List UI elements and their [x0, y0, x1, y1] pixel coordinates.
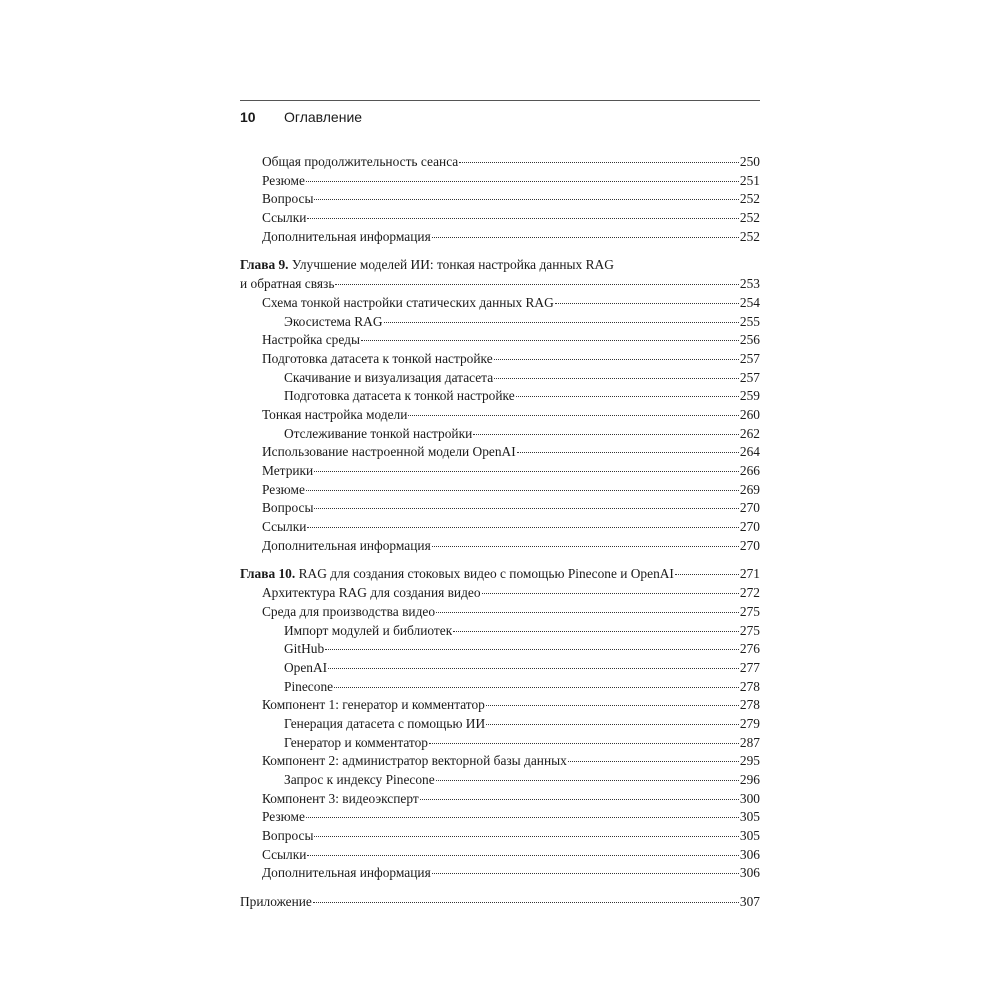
toc-entry-page: 296 — [739, 772, 760, 787]
toc-entry-title: Схема тонкой настройки статических данных RAG — [262, 294, 554, 310]
dot-leader — [328, 667, 739, 669]
toc-entry-page: 278 — [739, 697, 760, 713]
toc-entry-title: Ссылки — [262, 210, 307, 226]
toc-entry-page: 257 — [739, 369, 760, 385]
toc-entry-page: 270 — [739, 519, 760, 535]
toc-entry[interactable] — [240, 294, 760, 313]
toc-entry-title: Генератор и комментатор — [284, 734, 428, 750]
toc-entry-page: 306 — [739, 865, 760, 881]
dot-leader — [436, 779, 739, 781]
dot-leader — [335, 283, 738, 285]
toc-entry-title: OpenAI — [284, 659, 328, 675]
dot-leader — [432, 236, 739, 238]
toc-entry-page: 262 — [739, 425, 760, 441]
toc-entry-title: Резюме — [262, 481, 305, 497]
dot-leader — [453, 630, 739, 632]
toc-entry[interactable] — [240, 190, 760, 209]
toc-entry[interactable] — [240, 537, 760, 556]
toc-entry[interactable] — [240, 846, 760, 865]
toc-entry-page: 260 — [739, 406, 760, 422]
toc-entry[interactable] — [240, 696, 760, 715]
chapter-10-title: RAG для создания стоковых видео с помощью Pinecone и OpenAI — [298, 566, 674, 582]
dot-leader — [459, 161, 739, 163]
dot-leader — [568, 760, 739, 762]
dot-leader — [473, 433, 739, 435]
chapter-10-entries — [240, 584, 760, 883]
toc-entry[interactable] — [240, 406, 760, 425]
toc-entry[interactable] — [240, 481, 760, 500]
dot-leader — [555, 302, 739, 304]
toc-entry-page: 252 — [739, 210, 760, 226]
appendix — [240, 893, 760, 912]
dot-leader — [408, 414, 739, 416]
dot-leader — [384, 321, 739, 323]
dot-leader — [334, 686, 739, 688]
toc-entry-title: Генерация датасета с помощью ИИ — [284, 715, 486, 731]
toc-entry-title: Вопросы — [262, 500, 314, 516]
toc-entry[interactable] — [240, 827, 760, 846]
toc-entry-page: 259 — [739, 388, 760, 404]
chapter-9-title-line1[interactable] — [240, 256, 760, 275]
toc-entry-title: Скачивание и визуализация датасета — [284, 369, 494, 385]
toc-entry-page: 305 — [739, 828, 760, 844]
chapter-10 — [240, 565, 760, 883]
toc-entry[interactable] — [240, 350, 760, 369]
dot-leader — [314, 470, 739, 472]
toc-entry[interactable] — [240, 808, 760, 827]
toc-entry-title: Компонент 2: администратор векторной базы данных — [262, 753, 567, 769]
toc-entry[interactable] — [240, 172, 760, 191]
appendix-entry[interactable] — [240, 893, 760, 912]
dot-leader — [436, 611, 739, 613]
toc-entry[interactable] — [240, 499, 760, 518]
toc-entry[interactable] — [240, 387, 760, 406]
toc-entry-title: Резюме — [262, 809, 305, 825]
page-header — [240, 100, 760, 129]
toc-entry-title: Компонент 1: генератор и комментатор — [262, 697, 485, 713]
toc-entry-page: 254 — [739, 294, 760, 310]
toc-entry-page: 269 — [739, 481, 760, 497]
toc-entry-title: Среда для производства видео — [262, 603, 436, 619]
toc-entry-page: 257 — [739, 350, 760, 366]
dot-leader — [325, 648, 739, 650]
dot-leader — [494, 377, 739, 379]
toc-entry-page: 255 — [739, 313, 760, 329]
toc-entry[interactable] — [240, 369, 760, 388]
toc-entry-title: Вопросы — [262, 191, 314, 207]
toc-entry[interactable] — [240, 209, 760, 228]
dot-leader — [307, 217, 739, 219]
toc-entry-page: 251 — [739, 172, 760, 188]
dot-leader — [314, 198, 738, 200]
toc-entry[interactable] — [240, 228, 760, 247]
toc-entry[interactable] — [240, 771, 760, 790]
toc-entry-page: 275 — [739, 622, 760, 638]
dot-leader — [486, 723, 739, 725]
toc-entry-title: Отслеживание тонкой настройки — [284, 425, 473, 441]
running-title: Оглавление — [284, 109, 363, 125]
toc-entry[interactable] — [240, 518, 760, 537]
chapter-10-title-line[interactable] — [240, 565, 760, 584]
toc-entry[interactable] — [240, 790, 760, 809]
toc-entry[interactable] — [240, 313, 760, 332]
chapter-9-title-line2[interactable] — [240, 275, 760, 294]
toc-entry-title: Общая продолжительность сеанса — [262, 154, 459, 169]
toc-entry-page: 270 — [739, 500, 760, 516]
toc-entry[interactable] — [240, 622, 760, 641]
toc-entry-title: Подготовка датасета к тонкой настройке — [262, 350, 493, 366]
dot-leader — [432, 545, 739, 547]
dot-leader — [314, 835, 738, 837]
dot-leader — [306, 180, 739, 182]
toc-entry[interactable] — [240, 331, 760, 350]
toc-entry-page: 287 — [739, 734, 760, 750]
toc-entry-title: Вопросы — [262, 828, 314, 844]
toc-entry[interactable] — [240, 678, 760, 697]
toc-entry-title: Настройка среды — [262, 332, 360, 348]
dot-leader — [314, 507, 738, 509]
toc-entry-page: 295 — [739, 753, 760, 769]
dot-leader — [306, 816, 739, 818]
toc-entry[interactable] — [240, 425, 760, 444]
dot-leader — [482, 592, 739, 594]
toc-entry-title: Использование настроенной модели OpenAI — [262, 444, 516, 460]
dot-leader — [307, 526, 739, 528]
toc-entry-page: 275 — [739, 603, 760, 619]
toc-entry-title: Запрос к индексу Pinecone — [284, 772, 435, 787]
toc-entry[interactable] — [240, 603, 760, 622]
toc-entry-title: Pinecone — [284, 678, 334, 694]
toc-entry-page: 266 — [739, 463, 760, 478]
toc-entry-page: 278 — [739, 678, 760, 694]
dot-leader — [420, 798, 739, 800]
toc-entry-page: 277 — [739, 659, 760, 675]
toc-entry[interactable] — [240, 715, 760, 734]
toc-entry[interactable] — [240, 659, 760, 678]
chapter-9-title-cont: и обратная связь — [240, 276, 335, 292]
toc-entry-title: Экосистема RAG — [284, 313, 383, 329]
intro-section — [240, 153, 760, 246]
chapter-9-title: Улучшение моделей ИИ: тонкая настройка данных RAG — [291, 257, 614, 273]
toc-entry-title: Тонкая настройка модели — [262, 406, 408, 422]
dot-leader — [432, 872, 739, 874]
toc-entry-title: GitHub — [284, 641, 325, 657]
toc-entry-title: Ссылки — [262, 519, 307, 535]
toc-entry[interactable] — [240, 462, 760, 481]
page-number: 10 — [240, 109, 256, 125]
toc-entry-title: Импорт модулей и библиотек — [284, 622, 453, 638]
dot-leader — [486, 704, 739, 706]
table-of-contents — [240, 153, 760, 912]
toc-entry-title: Метрики — [262, 463, 314, 478]
dot-leader — [516, 395, 739, 397]
chapter-9 — [240, 256, 760, 555]
toc-entry[interactable] — [240, 153, 760, 172]
dot-leader — [429, 742, 739, 744]
toc-entry-page: 256 — [739, 332, 760, 348]
toc-entry[interactable] — [240, 584, 760, 603]
toc-entry[interactable] — [240, 752, 760, 771]
chapter-10-page: 271 — [739, 566, 760, 582]
toc-entry-title: Дополнительная информация — [262, 228, 431, 244]
toc-entry-page: 252 — [739, 228, 760, 244]
chapter-10-heading — [240, 565, 674, 584]
appendix-title: Приложение — [240, 894, 312, 910]
chapter-9-entries — [240, 294, 760, 556]
dot-leader — [306, 489, 739, 491]
dot-leader — [675, 573, 739, 575]
toc-entry-title: Дополнительная информация — [262, 865, 431, 881]
toc-entry-title: Дополнительная информация — [262, 537, 431, 553]
toc-entry-page: 250 — [739, 154, 760, 169]
toc-entry-title: Подготовка датасета к тонкой настройке — [284, 388, 515, 404]
toc-entry-page: 264 — [739, 444, 760, 460]
toc-entry[interactable] — [240, 734, 760, 753]
dot-leader — [313, 901, 739, 903]
toc-entry-page: 300 — [739, 790, 760, 806]
toc-entry-title: Ссылки — [262, 846, 307, 862]
toc-entry-title: Резюме — [262, 172, 305, 188]
toc-entry[interactable] — [240, 864, 760, 883]
toc-entry-page: 306 — [739, 846, 760, 862]
toc-entry-page: 270 — [739, 537, 760, 553]
dot-leader — [517, 451, 739, 453]
toc-entry-page: 252 — [739, 191, 760, 207]
toc-entry[interactable] — [240, 640, 760, 659]
toc-entry[interactable] — [240, 443, 760, 462]
dot-leader — [494, 358, 739, 360]
toc-entry-title: Компонент 3: видеоэксперт — [262, 790, 419, 806]
dot-leader — [361, 339, 739, 341]
appendix-page: 307 — [739, 894, 760, 910]
toc-entry-page: 272 — [739, 585, 760, 601]
chapter-10-prefix: Глава 10. — [240, 566, 296, 582]
chapter-9-prefix: Глава 9. — [240, 257, 289, 273]
toc-entry-page: 279 — [739, 715, 760, 731]
dot-leader — [307, 854, 739, 856]
toc-entry-page: 305 — [739, 809, 760, 825]
chapter-9-page: 253 — [739, 276, 760, 292]
toc-entry-page: 276 — [739, 641, 760, 657]
toc-entry-title: Архитектура RAG для создания видео — [262, 585, 481, 601]
